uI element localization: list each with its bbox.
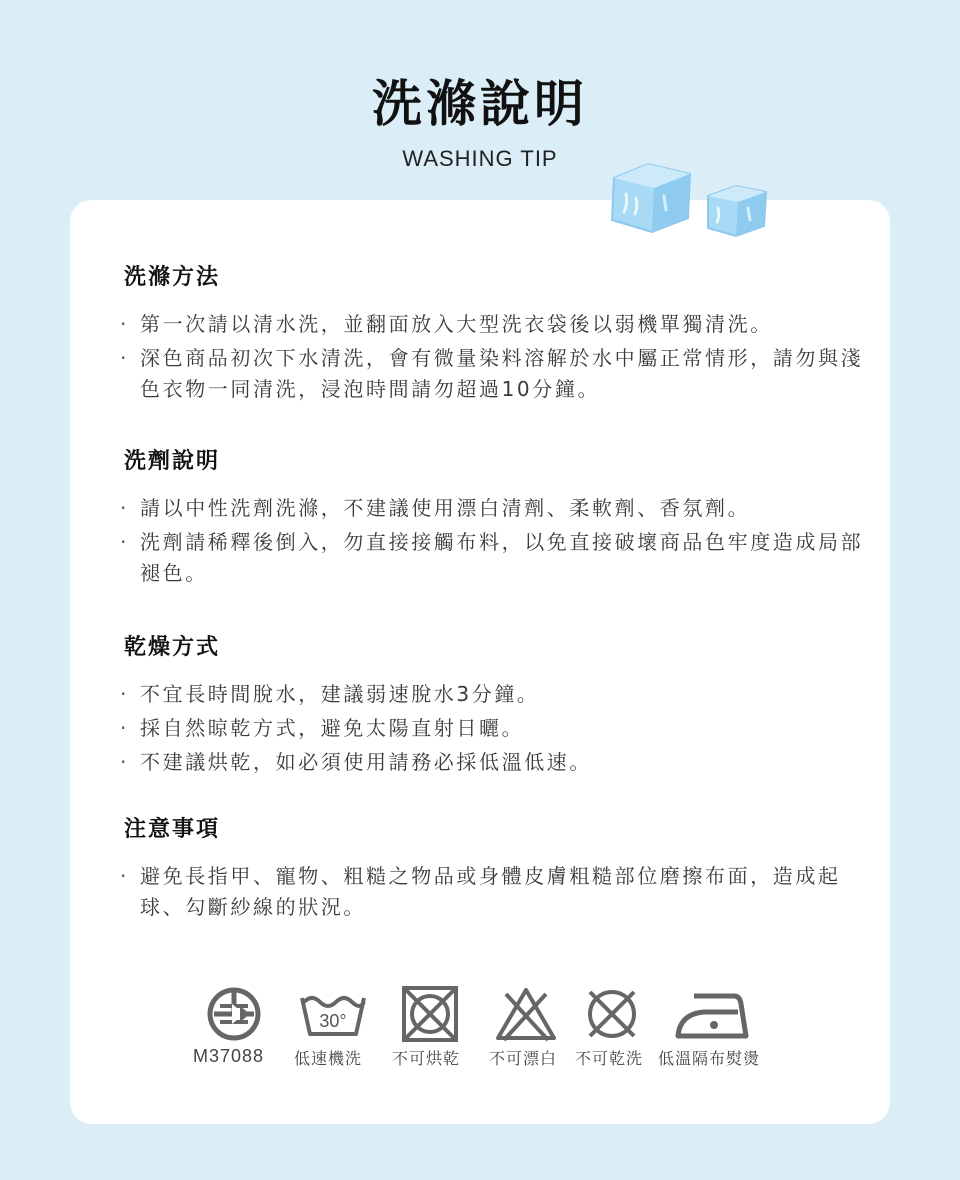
section-title: 洗劑說明 bbox=[124, 449, 221, 474]
list-item: · 避免長指甲、寵物、粗糙之物品或身體皮膚粗糙部位磨擦布面，造成起球、勾斷紗線的狀況。 bbox=[124, 861, 864, 923]
section-notes bbox=[124, 815, 864, 926]
no-dry-clean-icon bbox=[582, 984, 642, 1044]
list-item: · 深色商品初次下水清洗，會有微量染料溶解於水中屬正常情形，請勿與淺色衣物一同清洗，浸泡時間請勿超過10分鐘。 bbox=[124, 343, 864, 405]
section-title: 乾燥方式 bbox=[124, 635, 221, 660]
care-label-no-dry-clean: 不可乾洗 bbox=[575, 1049, 644, 1068]
care-label-iron: 低溫隔布熨燙 bbox=[658, 1049, 761, 1068]
page-subtitle: WASHING TIP bbox=[402, 146, 558, 171]
section-title: 注意事項 bbox=[124, 817, 221, 842]
list-item: · 採自然晾乾方式，避免太陽直射日曬。 bbox=[124, 713, 864, 744]
care-label-no-tumble-dry: 不可烘乾 bbox=[392, 1049, 461, 1068]
page-title: 洗滌說明 bbox=[372, 75, 588, 133]
list-item: · 請以中性洗劑洗滌，不建議使用漂白清劑、柔軟劑、香氛劑。 bbox=[124, 493, 864, 524]
iron-low-icon bbox=[674, 984, 750, 1044]
care-label-wash: 低速機洗 bbox=[294, 1049, 363, 1068]
section-title: 洗滌方法 bbox=[124, 265, 221, 290]
care-label-no-bleach: 不可漂白 bbox=[489, 1049, 558, 1068]
section-drying bbox=[124, 633, 864, 781]
section-washing-method bbox=[124, 263, 864, 408]
section-detergent bbox=[124, 447, 864, 592]
list-item: · 洗劑請稀釋後倒入，勿直接接觸布料，以免直接破壞商品色牢度造成局部褪色。 bbox=[124, 527, 864, 589]
ice-cube-small-icon bbox=[704, 182, 770, 238]
list-item: · 第一次請以清水洗，並翻面放入大型洗衣袋後以弱機單獨清洗。 bbox=[124, 309, 864, 340]
no-tumble-dry-icon bbox=[400, 984, 460, 1044]
list-item: · 不建議烘乾，如必須使用請務必採低溫低速。 bbox=[124, 747, 864, 778]
care-label-bsmi: M37088 bbox=[193, 1046, 265, 1066]
wash-temp-text: 30° bbox=[319, 1011, 347, 1031]
ice-cube-large-icon bbox=[606, 160, 696, 234]
bsmi-mark-icon bbox=[204, 984, 264, 1044]
wash-30-icon bbox=[298, 984, 368, 1044]
no-bleach-icon bbox=[494, 984, 558, 1044]
list-item: · 不宜長時間脫水，建議弱速脫水3分鐘。 bbox=[124, 679, 864, 710]
